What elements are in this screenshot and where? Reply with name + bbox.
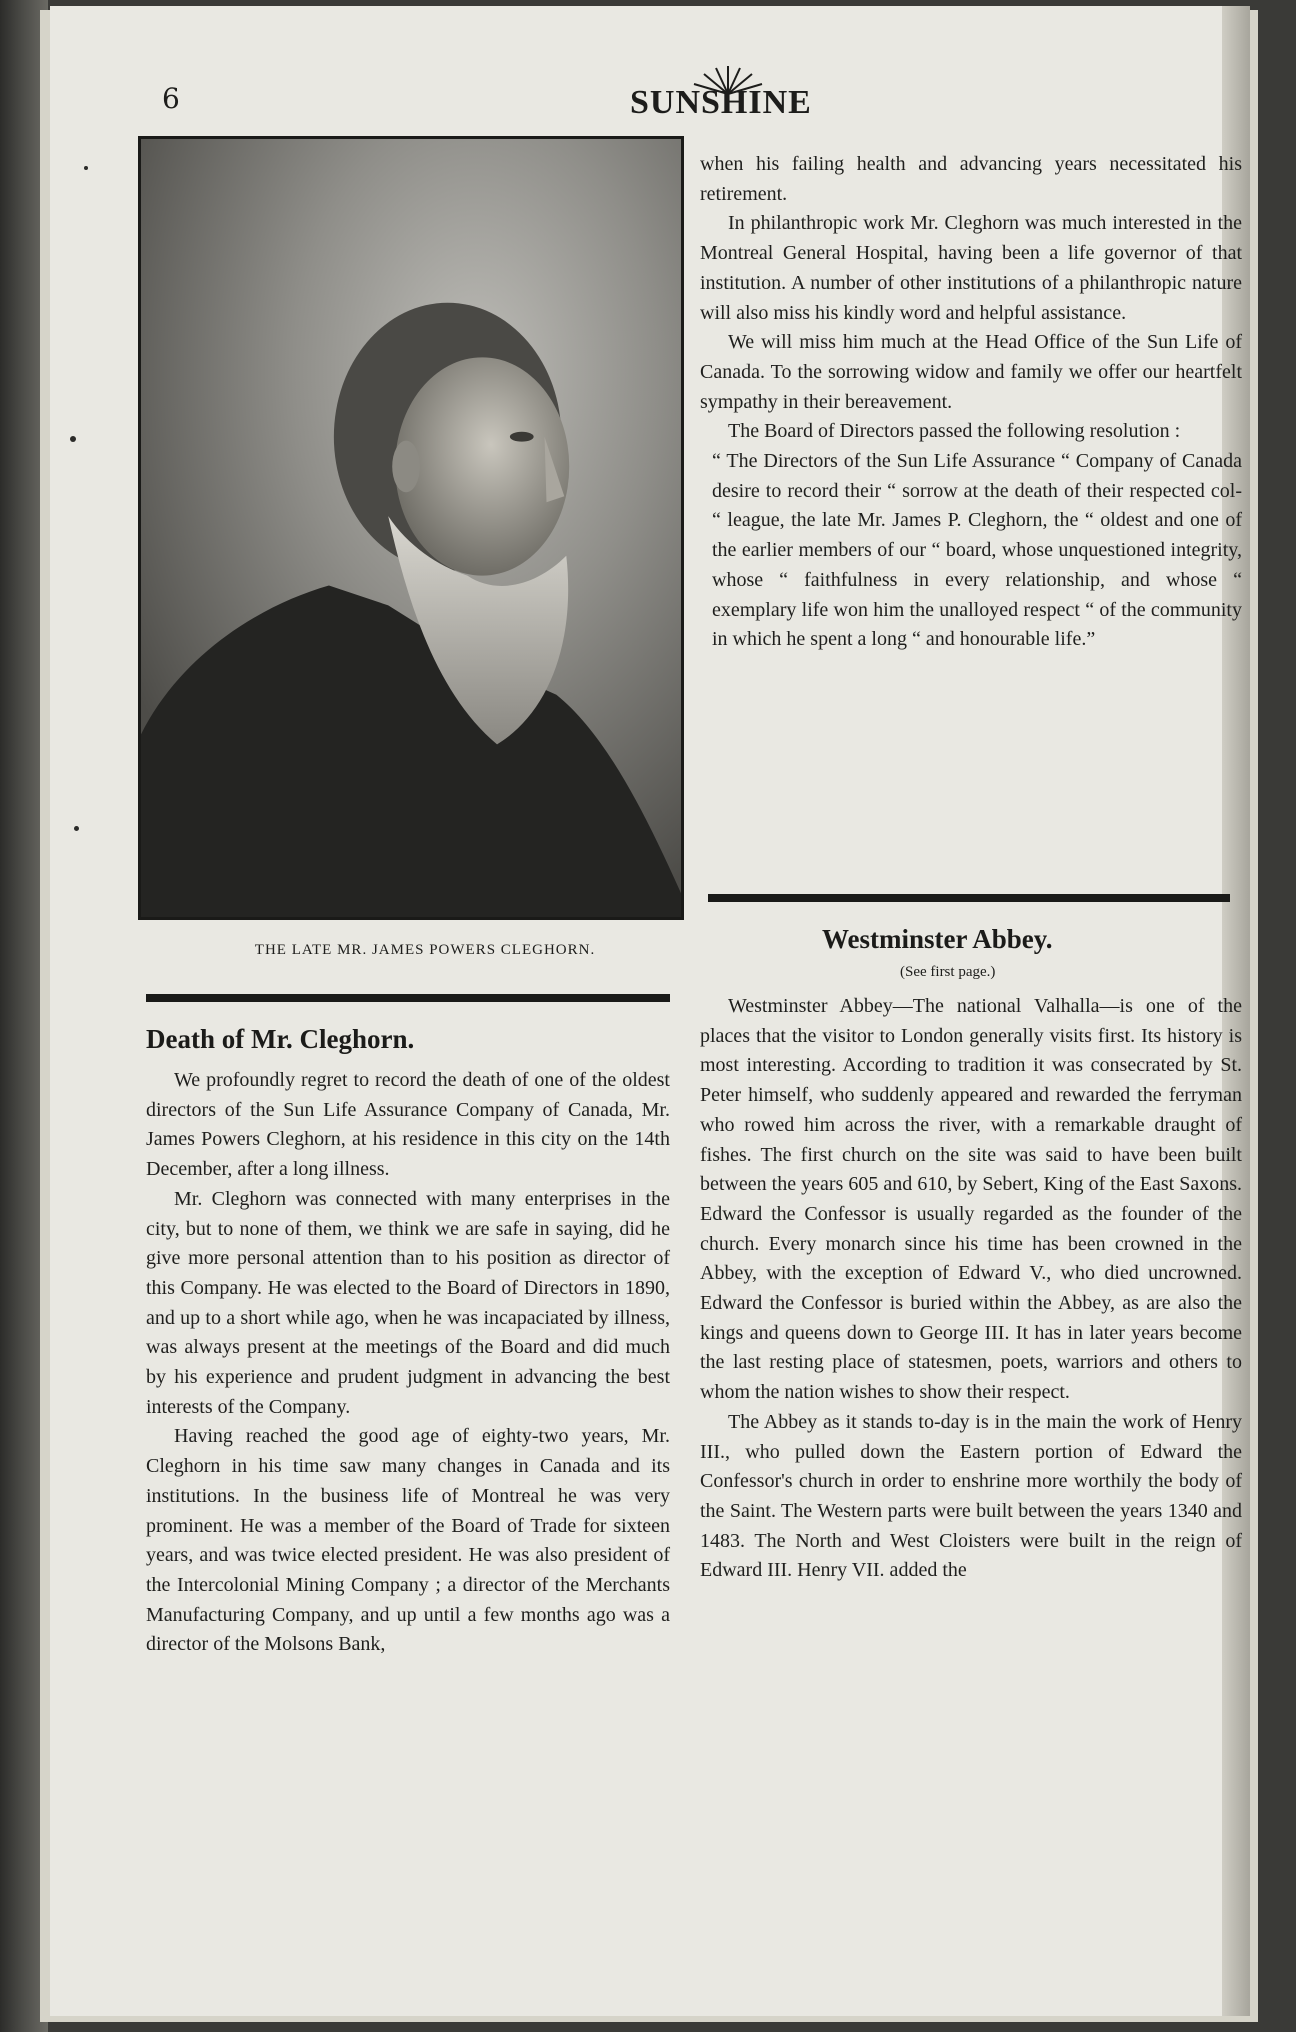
portrait-caption: THE LATE MR. JAMES POWERS CLEGHORN. (254, 942, 596, 958)
page-number: 6 (162, 82, 180, 115)
resolution-quote: “ The Directors of the Sun Life Assurance “ Company of Canada desire to record their “ sorrow at the death of their respected col- “ league, the late Mr. James P. Cleghorn, the “ oldest and one of the earlier members of our “ board, whose unquestioned integrity, whose “ faithfulness in every relationship, and whose “ exemplary life won him the unalloyed respect “ of the community in which he spent a long “ and honourable life.” (712, 450, 1242, 651)
magazine-page (50, 6, 1250, 2016)
scan-speck (70, 436, 76, 442)
paragraph: In philanthropic work Mr. Cleghorn was much interested in the Montreal General Hospital, having been a life governor of that institution. A number of other institutions of a philanthropic nature will also miss his kindly word and helpful assistance. (700, 212, 1242, 324)
section-divider-left (146, 994, 670, 1002)
paragraph: The Board of Directors passed the following resolution : (728, 420, 1181, 443)
paragraph: We profoundly regret to record the death of one of the oldest directors of the Sun Life Assurance Company of Canada, Mr. James Powers Cleghorn, at his residence in this city on the 14th December, after a long illness. (146, 1069, 670, 1181)
scan-speck (74, 826, 79, 831)
scan-speck (84, 166, 88, 170)
section-divider-right (708, 894, 1230, 902)
masthead-title: SUNSHINE (630, 84, 812, 121)
paragraph: when his failing health and advancing years necessitated his retirement. (700, 153, 1242, 205)
paragraph: Westminster Abbey—The national Valhalla—is one of the places that the visitor to London generally visits first. Its history is most interesting. According to tradition it was consecrated by St. Peter himself, who suddenly appeared and rewarded the ferryman who rowed him across the river, with a remarkable draught of fishes. The first church on the site was said to have been built between the years 605 and 610, by Sebert, King of the East Saxons. Edward the Confessor is usually regarded as the founder of the church. Every monarch since his time has been crowned in the Abbey, with the exception of Edward V., who died uncrowned. Edward the Confessor is buried within the Abbey, as are also the kings and queens down to George III. It has in later years become the last resting place of statesmen, poets, warriors and others to whom the nation wishes to show their respect. (700, 995, 1242, 1404)
article-continuation (700, 150, 1242, 655)
article-body-westminster (700, 992, 1242, 1586)
paragraph: We will miss him much at the Head Office of the Sun Life of Canada. To the sorrowing widow and family we offer our heartfelt sympathy in their bereavement. (700, 331, 1242, 413)
paragraph: Having reached the good age of eighty-two years, Mr. Cleghorn in his time saw many changes in Canada and its institutions. In the business life of Montreal he was very prominent. He was a member of the Board of Trade for sixteen years, and was twice elected president. He was also president of the Intercolonial Mining Company ; a director of the Merchants Manufacturing Company, and up until a few months ago was a director of the Molsons Bank, (146, 1425, 670, 1656)
paragraph: The Abbey as it stands to-day is in the main the work of Henry III., who pulled down the Eastern portion of Edward the Confessor's church in order to enshrine more worthily the body of the Saint. The Western parts were built between the years 1340 and 1483. The North and West Cloisters were built in the reign of Edward III. Henry VII. added the (700, 1410, 1242, 1582)
article-subtitle-westminster: (See first page.) (900, 964, 996, 980)
article-title-westminster: Westminster Abbey. (822, 924, 1053, 954)
paragraph: Mr. Cleghorn was connected with many enterprises in the city, but to none of them, we think we are safe in saying, did he give more personal attention than to his position as director of this Company. He was elected to the Board of Directors in 1890, and up to a short while ago, when he was incapaciated by illness, was always present at the meetings of the Board and did much by his experience and prudent judgment in advancing the best interests of the Company. (146, 1187, 670, 1418)
article-body-cleghorn (146, 1066, 670, 1660)
portrait-photo (138, 136, 684, 920)
article-title-cleghorn: Death of Mr. Cleghorn. (146, 1024, 415, 1054)
